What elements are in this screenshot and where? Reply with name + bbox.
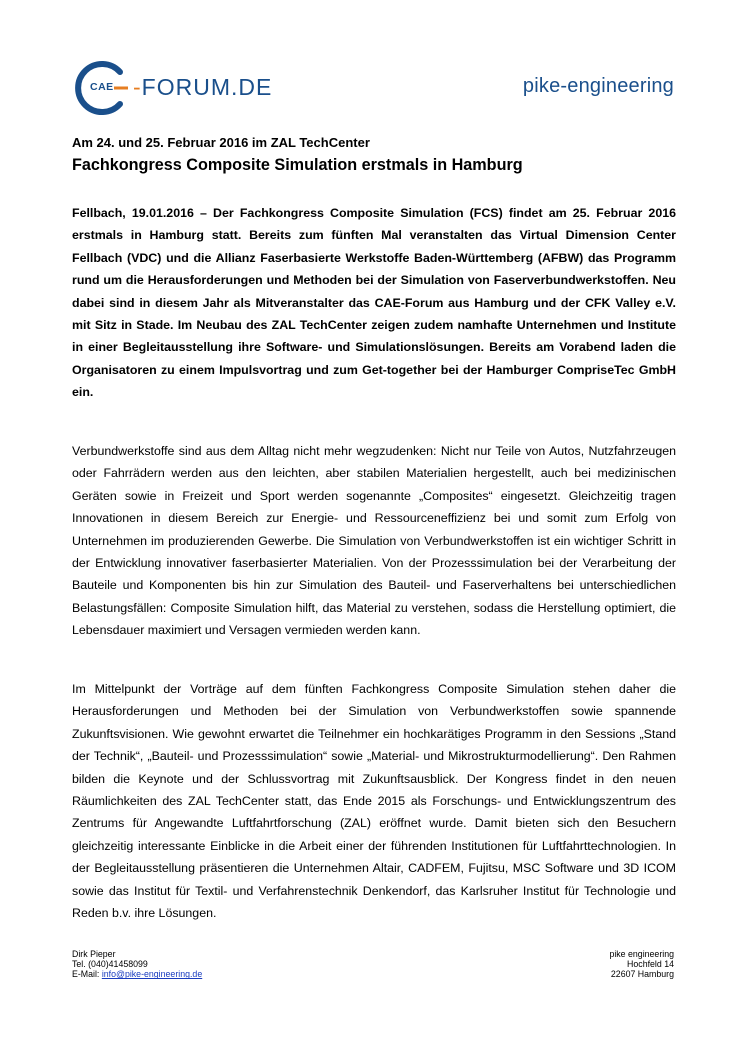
logo-forum-main: FORUM.DE: [141, 74, 273, 100]
logo-cae-text: CAE: [90, 81, 114, 93]
article-title: Fachkongress Composite Simulation erstmals in Hamburg: [72, 156, 523, 174]
footer-contact: [72, 949, 202, 980]
logo-dash: -: [133, 74, 142, 100]
cae-forum-logo: [72, 60, 312, 116]
article-lead: Fellbach, 19.01.2016 – Der Fachkongress Composite Simulation (FCS) findet am 25. Februar 2016 erstmals in Hamburg statt. Bereits zum fünften Mal veranstalten das Virtual Dimension Center Fellbach (VDC) und die Allianz Faserbasierte Werkstoffe Baden-Württemberg (AFBW) das Programm rund um die Herausforderungen und Methoden bei der Simulation von Faserverbundwerkstoffen. Neu dabei sind in diesem Jahr als Mitveranstalter das CAE-Forum aus Hamburg und der CFK Valley e.V. mit Sitz in Stade. Im Neubau des ZAL TechCenter zeigen zudem namhafte Unternehmen und Institute in einer Begleitausstellung ihre Software- und Simulationslösungen. Bereits am Vorabend laden die Organisatoren zu einem Impulsvortrag und zum Get-together bei der Hamburger CompriseTec GmbH ein.: [72, 206, 676, 400]
article-subhead: Am 24. und 25. Februar 2016 im ZAL TechCenter: [72, 135, 370, 150]
logo-forum-text: [133, 74, 272, 101]
footer-email-label: E-Mail:: [72, 969, 102, 980]
footer-company: pike engineering: [609, 949, 674, 959]
article-paragraph-2: Im Mittelpunkt der Vorträge auf dem fünften Fachkongress Composite Simulation stehen daher die Herausforderungen und Methoden bei der Simulation von Verbundwerkstoffen sowie spannende Zukunftsvisionen. Wie gewohnt erwartet die Teilnehmer ein hochkarätiges Programm in den Sessions „Stand der Technik“, „Bauteil- und Prozesssimulation“ sowie „Material- und Mikrostrukturmodellierung“. Den Rahmen bilden die Keynote und der Schlussvortrag mit Zukunftsausblick. Der Kongress findet in den neuen Räumlichkeiten des ZAL TechCenter statt, das Ende 2015 als Forschungs- und Entwicklungszentrum des Zentrums für Angewandte Luftfahrtforschung (ZAL) eröffnet wurde. Damit bieten sich den Besuchern gleichzeitig interessante Einblicke in die Arbeit einer der führenden Institutionen für Luftfahrttechnologien. In der Begleitausstellung präsentieren die Unternehmen Altair, CADFEM, Fujitsu, MSC Software und 3D ICOM sowie das Institut für Textil- und Verfahrenstechnik Denkendorf, das Karlsruher Institut für Technologie und Reden b.v. ihre Lösungen.: [72, 682, 676, 921]
footer-email-link[interactable]: info@pike-engineering.de: [101, 969, 203, 980]
footer-contact-name: Dirk Pieper: [72, 949, 116, 959]
footer-phone: Tel. (040)41458099: [72, 959, 148, 970]
footer-city: 22607 Hamburg: [610, 969, 674, 980]
pike-engineering-logo: pike-engineering: [522, 75, 674, 97]
article-paragraph-1: Verbundwerkstoffe sind aus dem Alltag nicht mehr wegzudenken: Nicht nur Teile von Autos, Nutzfahrzeugen oder Fahrrädern werden aus den leichten, aber stabilen Materialien hergestellt, auch bei medizinischen Geräten sowie in Freizeit und Sport werden sogenannte „Composites“ eingesetzt. Gleichzeitig tragen Innovationen in diesem Bereich zur Energie- und Ressourceneffizienz bei und somit zum Erfolg von Unternehmen im produzierenden Gewerbe. Die Simulation von Verbundwerkstoffen ist ein wichtiger Schritt in der Entwicklung innovativer faserbasierter Materialien. Von der Prozesssimulation bei der Verarbeitung der Bauteile und Komponenten bis hin zur Simulation des Bauteil- und Faserverhaltens bei unterschiedlichen Belastungsfällen: Composite Simulation hilft, das Material zu verstehen, sodass die Herstellung optimiert, die Lebensdauer maximiert und Versagen vermieden werden kann.: [72, 444, 676, 638]
footer-address: [609, 949, 674, 980]
footer-street: Hochfeld 14: [627, 959, 674, 970]
footer-email-line: [72, 969, 202, 979]
